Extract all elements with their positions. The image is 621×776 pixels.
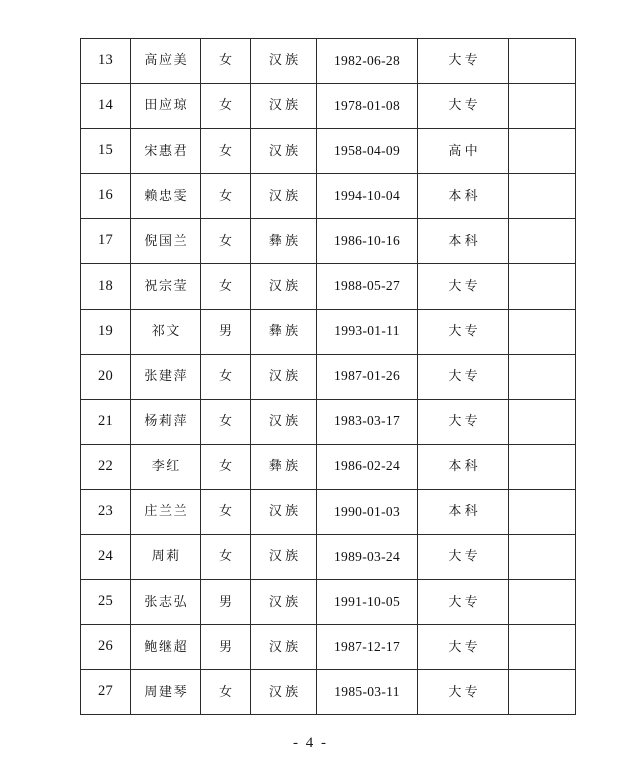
cell-sex: 女 [201,84,251,129]
table-row [81,535,576,580]
cell-sequence: 25 [81,580,131,625]
cell-remarks [509,84,576,129]
cell-name: 宋惠君 [131,129,201,174]
cell-sequence: 15 [81,129,131,174]
cell-nation: 彝族 [251,309,317,354]
cell-sequence: 18 [81,264,131,309]
cell-sequence: 21 [81,399,131,444]
cell-sex: 男 [201,309,251,354]
cell-sequence: 20 [81,354,131,399]
cell-education: 本科 [418,219,509,264]
cell-sequence: 19 [81,309,131,354]
cell-name: 杨莉萍 [131,399,201,444]
cell-name: 祝宗莹 [131,264,201,309]
cell-remarks [509,264,576,309]
cell-education: 大专 [418,84,509,129]
cell-nation: 汉族 [251,84,317,129]
cell-remarks [509,399,576,444]
cell-sex: 女 [201,219,251,264]
cell-birthdate: 1985-03-11 [317,670,418,715]
table-row [81,489,576,534]
cell-nation: 汉族 [251,174,317,219]
cell-birthdate: 1983-03-17 [317,399,418,444]
cell-nation: 彝族 [251,219,317,264]
cell-nation: 汉族 [251,625,317,670]
page-number-footer: - 4 - [293,735,328,751]
cell-name: 祁文 [131,309,201,354]
cell-sex: 女 [201,129,251,174]
cell-remarks [509,39,576,84]
cell-name: 周莉 [131,535,201,580]
cell-sequence: 13 [81,39,131,84]
table-row [81,670,576,715]
cell-sequence: 16 [81,174,131,219]
table-row [81,264,576,309]
cell-birthdate: 1993-01-11 [317,309,418,354]
cell-birthdate: 1978-01-08 [317,84,418,129]
cell-education: 大专 [418,399,509,444]
cell-sex: 女 [201,670,251,715]
cell-name: 倪国兰 [131,219,201,264]
table-row [81,129,576,174]
cell-sequence: 22 [81,444,131,489]
table-row [81,625,576,670]
cell-sequence: 26 [81,625,131,670]
cell-education: 大专 [418,309,509,354]
cell-birthdate: 1994-10-04 [317,174,418,219]
cell-birthdate: 1986-02-24 [317,444,418,489]
cell-nation: 汉族 [251,670,317,715]
table-row [81,399,576,444]
cell-sex: 女 [201,489,251,534]
cell-nation: 汉族 [251,129,317,174]
cell-name: 李红 [131,444,201,489]
cell-nation: 汉族 [251,535,317,580]
cell-nation: 汉族 [251,264,317,309]
cell-name: 鲍继超 [131,625,201,670]
cell-birthdate: 1958-04-09 [317,129,418,174]
cell-birthdate: 1991-10-05 [317,580,418,625]
cell-education: 大专 [418,580,509,625]
cell-birthdate: 1986-10-16 [317,219,418,264]
cell-sex: 女 [201,354,251,399]
cell-nation: 汉族 [251,39,317,84]
table-row [81,444,576,489]
cell-education: 本科 [418,444,509,489]
table-row [81,39,576,84]
cell-education: 大专 [418,670,509,715]
cell-birthdate: 1982-06-28 [317,39,418,84]
cell-name: 田应琼 [131,84,201,129]
cell-education: 大专 [418,354,509,399]
cell-remarks [509,129,576,174]
cell-nation: 汉族 [251,580,317,625]
cell-nation: 汉族 [251,489,317,534]
cell-remarks [509,309,576,354]
cell-education: 大专 [418,535,509,580]
table-row [81,219,576,264]
table-row [81,174,576,219]
cell-sex: 女 [201,399,251,444]
cell-education: 本科 [418,489,509,534]
cell-sequence: 23 [81,489,131,534]
cell-sex: 男 [201,625,251,670]
cell-education: 大专 [418,625,509,670]
cell-birthdate: 1989-03-24 [317,535,418,580]
cell-birthdate: 1987-12-17 [317,625,418,670]
cell-remarks [509,444,576,489]
cell-remarks [509,670,576,715]
table-body [81,39,576,715]
cell-education: 大专 [418,39,509,84]
cell-remarks [509,219,576,264]
cell-remarks [509,354,576,399]
cell-remarks [509,174,576,219]
cell-name: 高应美 [131,39,201,84]
cell-sex: 女 [201,444,251,489]
cell-sex: 女 [201,264,251,309]
cell-sequence: 27 [81,670,131,715]
cell-name: 赖忠雯 [131,174,201,219]
cell-nation: 汉族 [251,399,317,444]
cell-birthdate: 1987-01-26 [317,354,418,399]
table-row [81,309,576,354]
cell-sex: 女 [201,39,251,84]
table-row [81,354,576,399]
cell-sequence: 17 [81,219,131,264]
cell-sex: 女 [201,174,251,219]
cell-remarks [509,535,576,580]
cell-name: 张志弘 [131,580,201,625]
cell-name: 张建萍 [131,354,201,399]
cell-birthdate: 1988-05-27 [317,264,418,309]
cell-remarks [509,489,576,534]
cell-birthdate: 1990-01-03 [317,489,418,534]
cell-nation: 彝族 [251,444,317,489]
cell-sequence: 24 [81,535,131,580]
personnel-roster-table [80,38,576,715]
cell-education: 高中 [418,129,509,174]
cell-name: 周建琴 [131,670,201,715]
cell-remarks [509,580,576,625]
cell-sequence: 14 [81,84,131,129]
table-row [81,580,576,625]
cell-nation: 汉族 [251,354,317,399]
cell-education: 大专 [418,264,509,309]
cell-sex: 女 [201,535,251,580]
cell-remarks [509,625,576,670]
table-row [81,84,576,129]
cell-name: 庄兰兰 [131,489,201,534]
cell-sex: 男 [201,580,251,625]
cell-education: 本科 [418,174,509,219]
